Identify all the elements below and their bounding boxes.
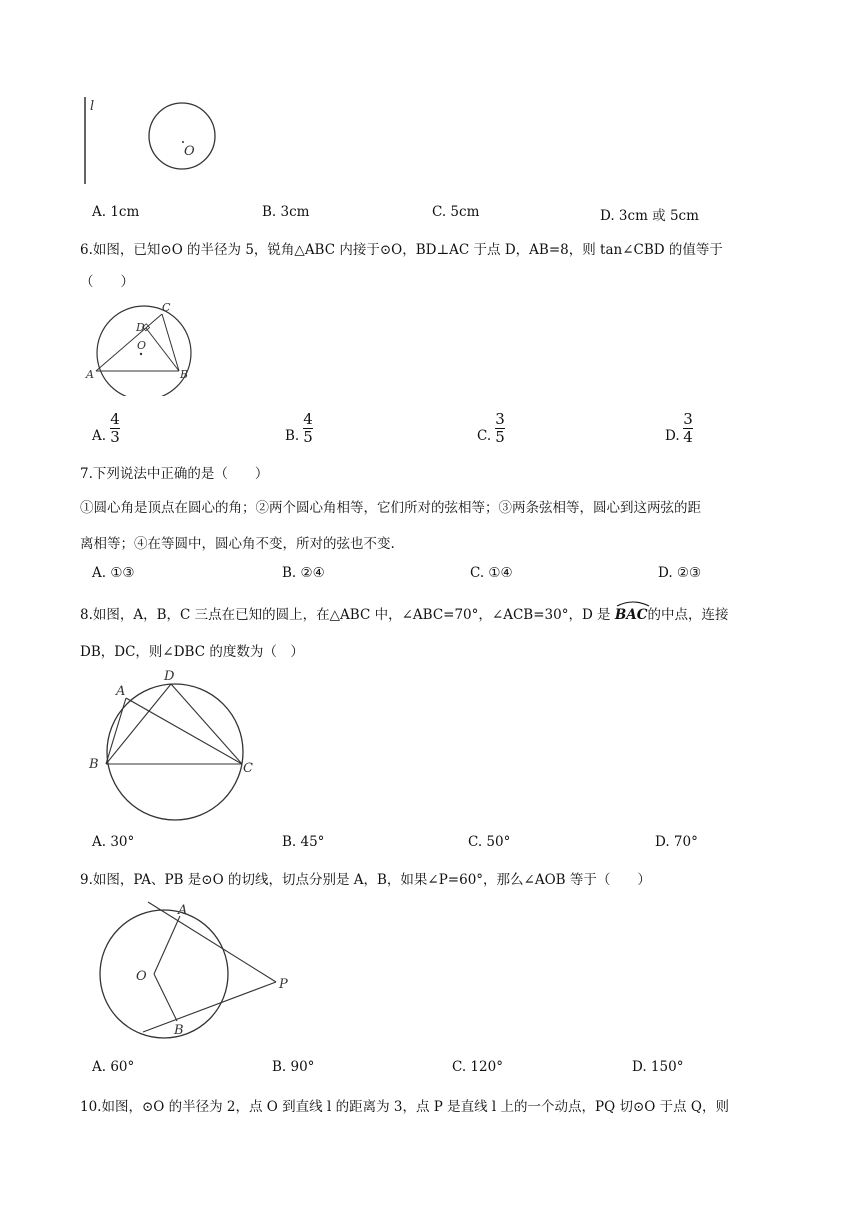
label-o: O [184, 144, 195, 159]
q6-segment-bc [162, 314, 179, 371]
q9-label-b: B [174, 1023, 184, 1038]
q9-label-a: A [178, 903, 188, 918]
q6-label-o: O [137, 339, 147, 352]
q9-option-b[interactable]: B. 90° [272, 1059, 315, 1075]
q8-circle [107, 684, 243, 820]
center-point [182, 141, 184, 143]
q7-stem-line1: 7.下列说法中正确的是（ ） [80, 466, 269, 482]
q10-stem-line1: 10.如图，⊙O 的半径为 2，点 O 到直线 l 的距离为 3，点 P 是直线 l 上的一个动点，PQ 切⊙O 于点 Q，则 [80, 1099, 729, 1115]
q9-figure [88, 896, 308, 1046]
denominator: 4 [683, 428, 693, 446]
q6-option-b[interactable] [285, 428, 299, 444]
q9-option-d[interactable]: D. 150° [632, 1059, 684, 1075]
q6-option-a[interactable] [92, 428, 106, 444]
q8-option-b[interactable]: B. 45° [282, 834, 325, 850]
q6-option-c-fraction [495, 412, 505, 445]
q8-segment-ba [106, 698, 126, 764]
q6-option-c[interactable] [477, 428, 491, 444]
q8-option-a[interactable]: A. 30° [92, 834, 135, 850]
q9-stem-line1: 9.如图，PA、PB 是⊙O 的切线，切点分别是 A，B，如果∠P=60°，那么∠AOB 等于（ ） [80, 872, 651, 888]
q5-option-d[interactable]: D. 3cm 或 5cm [600, 208, 699, 224]
q5-option-b[interactable]: B. 3cm [262, 204, 310, 220]
q8-figure [82, 664, 262, 824]
q8-label-c: C [243, 761, 253, 776]
q7-option-c[interactable]: C. ①④ [470, 565, 513, 581]
q8-segment-dc [171, 684, 242, 764]
q6-option-d[interactable] [665, 428, 680, 444]
q6-segment-ac [96, 314, 162, 371]
q5-figure [78, 92, 238, 192]
numerator: 4 [303, 410, 313, 428]
q6-segment-bd [146, 328, 179, 371]
q6-label-b: B [180, 368, 189, 381]
q7-option-b[interactable]: B. ②④ [282, 565, 325, 581]
q6-stem-line1: 6.如图，已知⊙O 的半径为 5，锐角△ABC 内接于⊙O，BD⊥AC 于点 D，AB=8，则 tan∠CBD 的值等于 [80, 242, 723, 258]
q8-label-b: B [89, 757, 99, 772]
q9-label-p: P [279, 977, 288, 992]
q6-option-d-fraction [683, 412, 693, 445]
q8-segment-ac [126, 698, 242, 764]
q8-stem-line1-a: 8.如图，A，B，C 三点在已知的圆上，在△ABC 中，∠ABC=70°，∠ACB=30°，D 是 [80, 607, 611, 623]
q9-option-a[interactable]: A. 60° [92, 1059, 135, 1075]
q7-stem-line3: 离相等；④在等圆中，圆心角不变，所对的弦也不变. [80, 536, 395, 552]
q5-option-c[interactable]: C. 5cm [432, 204, 480, 220]
numerator: 3 [683, 410, 693, 428]
label-l: l [90, 99, 95, 114]
q8-arc-bac [615, 607, 648, 623]
q7-option-d[interactable]: D. ②③ [658, 565, 702, 581]
q7-stem-line2: ①圆心角是顶点在圆心的角；②两个圆心角相等，它们所对的弦相等；③两条弦相等，圆心到这两弦的距 [80, 500, 701, 516]
q6-option-b-fraction [303, 412, 313, 445]
q6-option-d-prefix: D. [665, 428, 680, 444]
q8-option-d[interactable]: D. 70° [655, 834, 698, 850]
denominator: 5 [303, 428, 313, 446]
numerator: 3 [495, 410, 505, 428]
q8-option-c[interactable]: C. 50° [468, 834, 511, 850]
q6-option-a-fraction [110, 412, 120, 445]
q8-stem-line2: DB，DC，则∠DBC 的度数为（ ） [80, 644, 304, 660]
q8-arc-text: BAC [614, 607, 648, 623]
q7-option-a[interactable]: A. ①③ [92, 565, 135, 581]
denominator: 5 [495, 428, 505, 446]
q8-stem-line1 [80, 603, 729, 623]
q9-option-c[interactable]: C. 120° [452, 1059, 503, 1075]
q8-label-d: D [164, 669, 175, 684]
circle-o [149, 103, 215, 169]
numerator: 4 [110, 410, 120, 428]
q9-radius-oa [154, 916, 180, 974]
q9-radius-ob [154, 974, 177, 1021]
q6-label-a: A [86, 368, 94, 381]
q6-option-b-prefix: B. [285, 428, 300, 444]
q5-option-a[interactable]: A. 1cm [92, 204, 140, 220]
q6-label-c: C [162, 301, 171, 314]
q6-label-d: D [136, 321, 145, 334]
q9-tangent-pb [143, 982, 276, 1032]
q6-option-a-prefix: A. [92, 428, 107, 444]
q6-option-c-prefix: C. [477, 428, 492, 444]
denominator: 3 [110, 428, 120, 446]
q9-circle [100, 910, 228, 1038]
q8-stem-line1-b: 的中点，连接 [647, 607, 729, 623]
q9-tangent-pa [148, 902, 276, 982]
q6-stem-line2: （ ） [80, 274, 134, 290]
q6-figure [84, 296, 214, 396]
q9-label-o: O [136, 969, 147, 984]
q8-label-a: A [116, 684, 126, 699]
q6-center-point [140, 353, 142, 355]
